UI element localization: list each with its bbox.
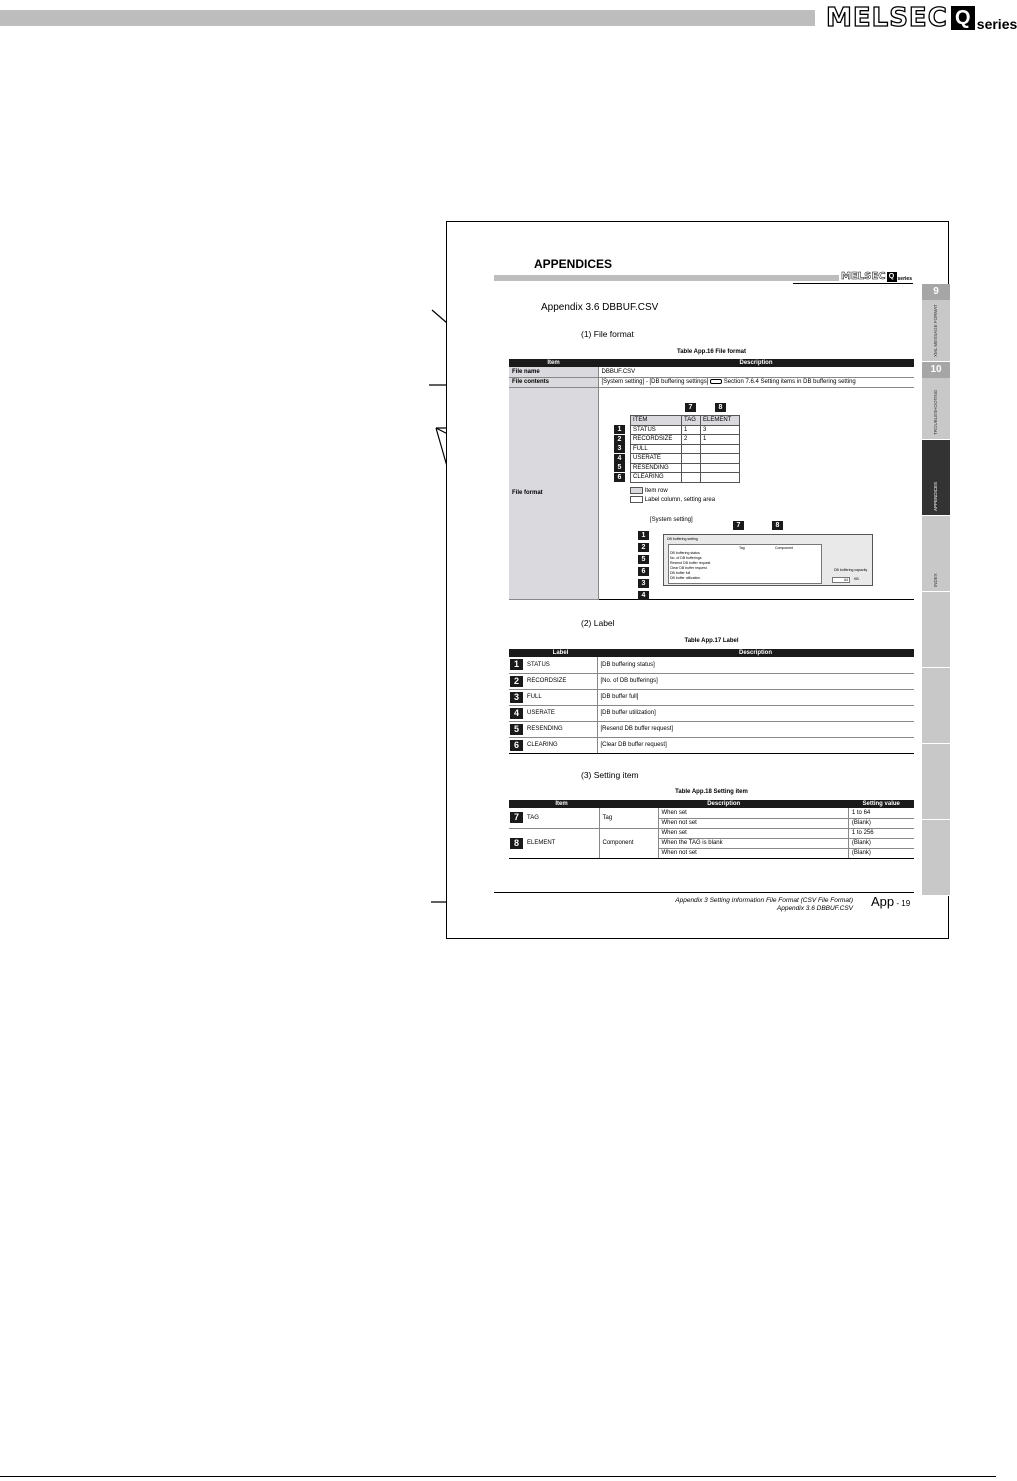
page-footer: Appendix 3 Setting Information File Format (CSV File Format) Appendix 3.6 DBBUF.CSV bbox=[675, 897, 853, 912]
melsec-logo: MELSEC Q series bbox=[826, 3, 1017, 33]
table16: Item Description File name DBBUF.CSV File contents [System setting] - [DB buffering settings] Section 7.6.4 Setting items in DB buffering setting File format bbox=[509, 359, 914, 600]
page-header-bar bbox=[494, 275, 839, 281]
tab-index[interactable]: INDEX bbox=[922, 516, 950, 592]
table18-caption: Table App.18 Setting item bbox=[675, 789, 748, 795]
page-title: APPENDICES bbox=[534, 257, 613, 271]
table17-caption: Table App.17 Label bbox=[684, 638, 739, 644]
legend: Item row Label column, setting area bbox=[630, 487, 715, 503]
tab-troubleshooting[interactable]: 10 TROUBLESHOOTING bbox=[922, 362, 950, 440]
tab-blank bbox=[922, 744, 950, 820]
tab-xml-message-format[interactable]: 9 XML MESSAGE FORMAT bbox=[922, 284, 950, 362]
subheading-setting-item: (3) Setting item bbox=[581, 770, 639, 780]
subheading-file-format: (1) File format bbox=[581, 329, 634, 339]
tab-blank bbox=[922, 592, 950, 668]
reference-hand-icon bbox=[710, 379, 722, 384]
system-setting-screen: DB buffering setting Tag Component DB buffering status No. of DB bufferings Resend DB buffer request Clear DB buffer request DB buffer full DB buffer utilization DB buffering capacity 64 KB bbox=[663, 534, 873, 586]
file-format-sample-table: ITEM TAG ELEMENT STATUS 1 3 RECORDSIZE 2 1 FULL USERATE RESENDING CLEARING bbox=[630, 415, 740, 483]
section-title: Appendix 3.6 DBBUF.CSV bbox=[541, 302, 659, 313]
table18: Item Description Setting value 7 TAG Tag When set 1 to 64 When not set (Blank) 8 ELEMENT Component When set 1 to 256 When the TAG is blank (Blank) When not set (Blank) bbox=[509, 800, 914, 859]
manual-page: APPENDICES MELSEC Q series Appendix 3.6 DBBUF.CSV (1) File format Table App.16 File format Item Description File name DBBUF.CSV File contents [System setting] - [DB buffering settings] Section 7.6.4 Setting items in DB buffering setting File format 7 8 ITEM TAG ELEMENT STATUS 1 3 RECORDSIZE 2 1 FULL USERATE RESENDING CLEARING 1 2 3 4 5 6 Item row Label column, setting area [System setting] 7 8 1 2 5 6 3 4 DB buffering setting Tag Component DB buffering status No. of DB bufferings Resend DB buffer request Clear DB buffer request DB buffer full DB buffer utilization DB buffering capacity 64 KB (2) Label Table App.17 Label Label Description 1 STATUS [DB buffering status] 2 RECORDSIZE [No. of DB bufferings] 3 FULL [DB buffer full] 4 USERATE [DB buffer utilization] 5 RESENDING [Resend DB buffer request] 6 CLEARING [Clear DB buffer request] (3) Setting item Table App.18 Setting item Item Description Setting value 7 TAG Tag When set 1 to 64 When not set (Blank) 8 ELEMENT Component When set 1 to 256 When the TAG is blank (Blank) When not set (Blank) Appendix 3 Setting Information File Format (CSV File Format) Appendix 3.6 DBBUF.CSV App - 19 9 XML MESSAGE FORMAT 10 TROUBLESHOOTING APPENDICES INDEX bbox=[446, 221, 949, 939]
num-badge: 7 bbox=[685, 403, 696, 412]
num-badge: 8 bbox=[715, 403, 726, 412]
page-number: App - 19 bbox=[871, 894, 911, 909]
table16-caption: Table App.16 File format bbox=[676, 349, 746, 355]
subheading-label: (2) Label bbox=[581, 618, 615, 628]
tab-blank bbox=[922, 668, 950, 744]
tab-appendices[interactable]: APPENDICES bbox=[922, 440, 950, 516]
page-logo: MELSEC Q series bbox=[841, 271, 912, 282]
tab-blank bbox=[922, 820, 950, 896]
bottom-rule bbox=[0, 1476, 996, 1477]
table17: Label Description 1 STATUS [DB buffering status] 2 RECORDSIZE [No. of DB bufferings] 3 FULL [DB buffer full] 4 USERATE [DB buffer utilization] 5 RESENDING [Resend DB buffer request] 6 CLEARING [Clear DB buffer request] bbox=[509, 649, 914, 754]
